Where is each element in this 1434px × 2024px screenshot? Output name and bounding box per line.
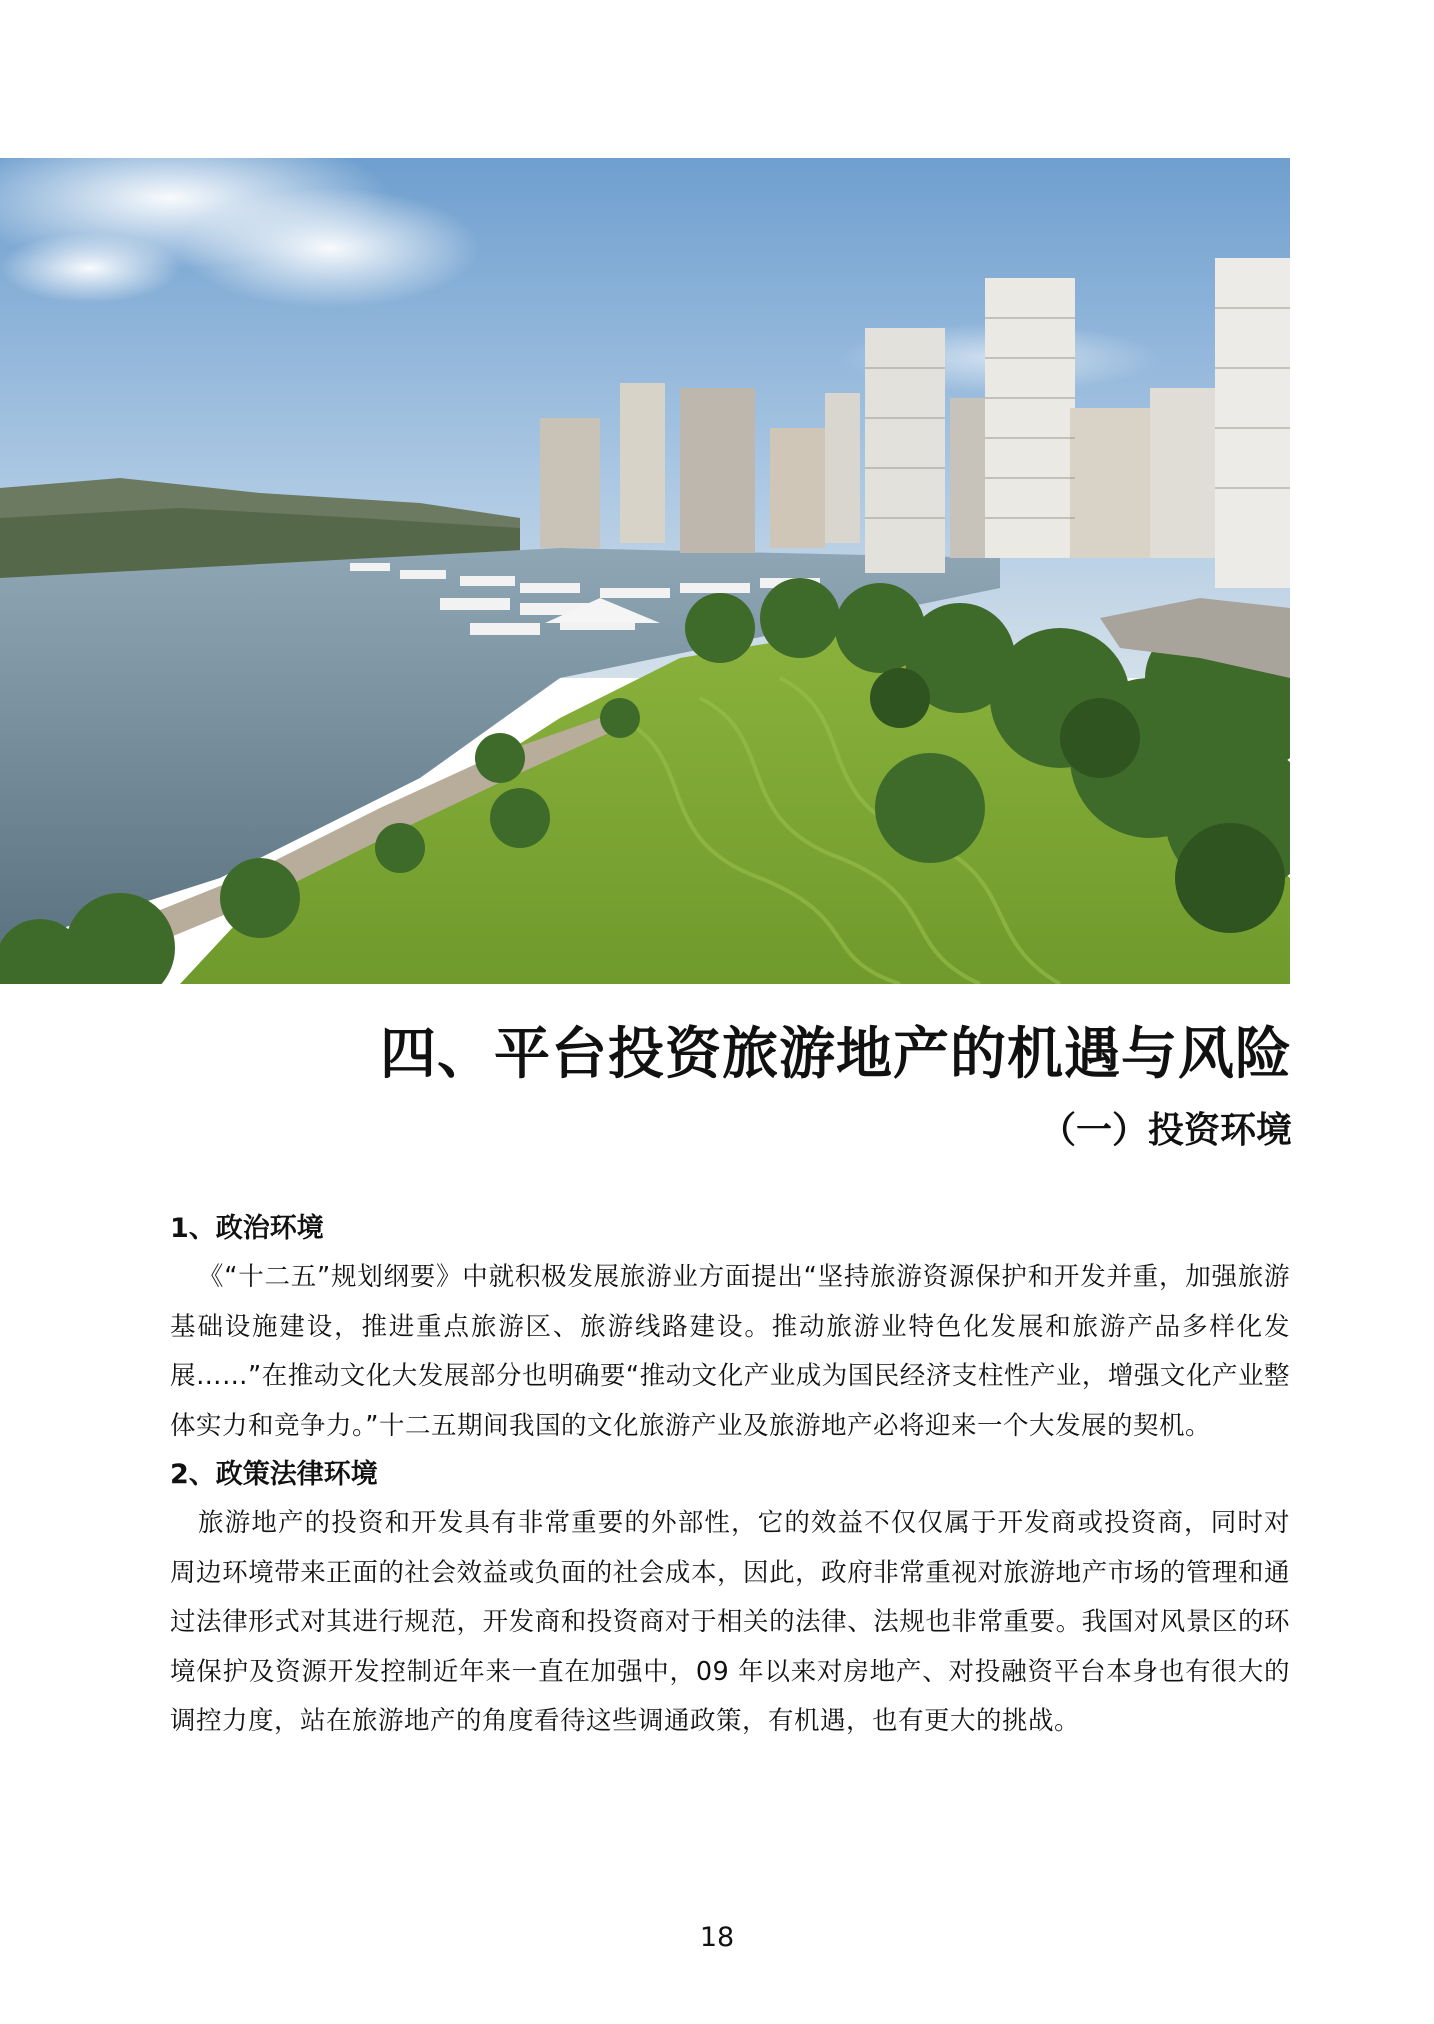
waterfront-city-park-photo (0, 158, 1290, 984)
paragraph-political: 《“十二五”规划纲要》中就积极发展旅游业方面提出“坚持旅游资源保护和开发并重，加强旅游基础设施建设，推进重点旅游区、旅游线路建设。推动旅游业特色化发展和旅游产品多样化发展……”在推动文化大发展部分也明确要“推动文化产业成为国民经济支柱性产业，增强文化产业整体实力和竞争力。”十二五期间我国的文化旅游产业及旅游地产必将迎来一个大发展的契机。 (170, 1262, 1290, 1441)
article-body (170, 1205, 1290, 1747)
subsection-title: （一）投资环境 (1039, 1110, 1292, 1151)
section-heading-policy-law: 2、政策法律环境 (170, 1459, 378, 1490)
section-heading-political: 1、政治环境 (170, 1213, 324, 1244)
paragraph-policy-law: 旅游地产的投资和开发具有非常重要的外部性，它的效益不仅仅属于开发商或投资商，同时对周边环境带来正面的社会效益或负面的社会成本，因此，政府非常重视对旅游地产市场的管理和通过法律形式对其进行规范，开发商和投资商对于相关的法律、法规也非常重要。我国对风景区的环境保护及资源开发控制近年来一直在加强中，09 年以来对房地产、对投融资平台本身也有很大的调控力度，站在旅游地产的角度看待这些调通政策，有机遇，也有更大的挑战。 (170, 1508, 1290, 1736)
section-title: 四、平台投资旅游地产的机遇与风险 (380, 1022, 1292, 1087)
page-number: 18 (699, 1922, 735, 1953)
